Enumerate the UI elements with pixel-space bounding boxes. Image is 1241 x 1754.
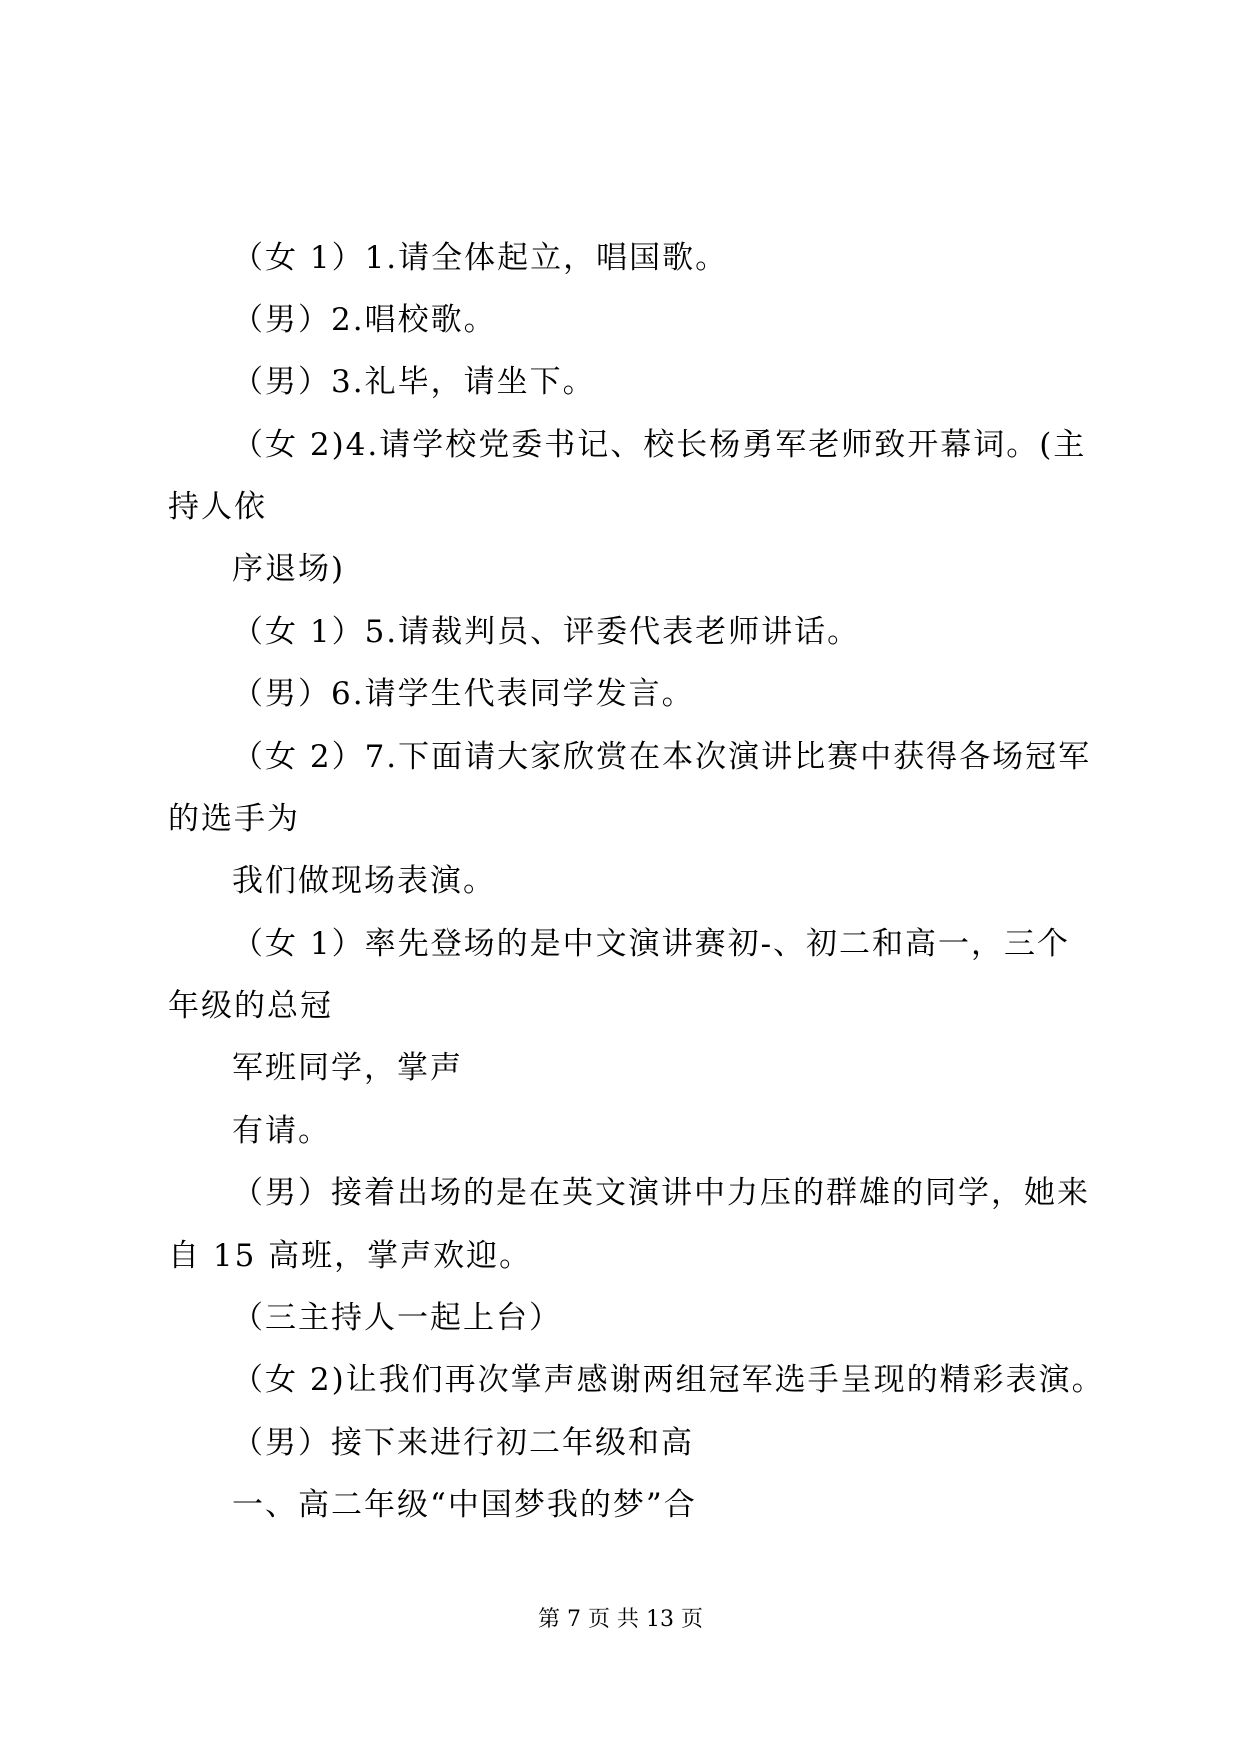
text-line: （男）6.请学生代表同学发言。 [232, 676, 695, 712]
text-line: （男）2.唱校歌。 [232, 302, 497, 338]
text-line: （女 2）7.下面请大家欣赏在本次演讲比赛中获得各场冠军 [232, 739, 1092, 775]
text-line: 持人依 [168, 489, 267, 525]
text-line: 军班同学，掌声 [232, 1050, 463, 1086]
text-line: 序退场) [232, 551, 346, 587]
text-line: （男）接着出场的是在英文演讲中力压的群雄的同学，她来 [232, 1175, 1090, 1211]
text-line: （男）3.礼毕，请坐下。 [232, 364, 596, 400]
page-footer: 第 7 页 共 13 页 [538, 1607, 703, 1632]
text-line: 我们做现场表演。 [232, 863, 496, 899]
text-line: （女 1）率先登场的是中文演讲赛初-、初二和高一，三个 [232, 926, 1071, 962]
text-line: （三主持人一起上台） [232, 1300, 562, 1336]
text-line: 一、高二年级“中国梦我的梦”合 [232, 1487, 697, 1523]
text-line: （女 1）5.请裁判员、评委代表老师讲话。 [232, 614, 861, 650]
text-line: （男）接下来进行初二年级和高 [232, 1425, 694, 1461]
text-line: 年级的总冠 [168, 988, 333, 1024]
text-line: （女 2)让我们再次掌声感谢两组冠军选手呈现的精彩表演。 [232, 1362, 1105, 1398]
text-line: （女 2)4.请学校党委书记、校长杨勇军老师致开幕词。(主 [232, 427, 1087, 463]
text-line: 有请。 [232, 1113, 331, 1149]
text-line: （女 1）1.请全体起立，唱国歌。 [232, 240, 729, 276]
text-line: 自 15 高班，掌声欢迎。 [168, 1238, 533, 1274]
text-line: 的选手为 [168, 801, 300, 837]
